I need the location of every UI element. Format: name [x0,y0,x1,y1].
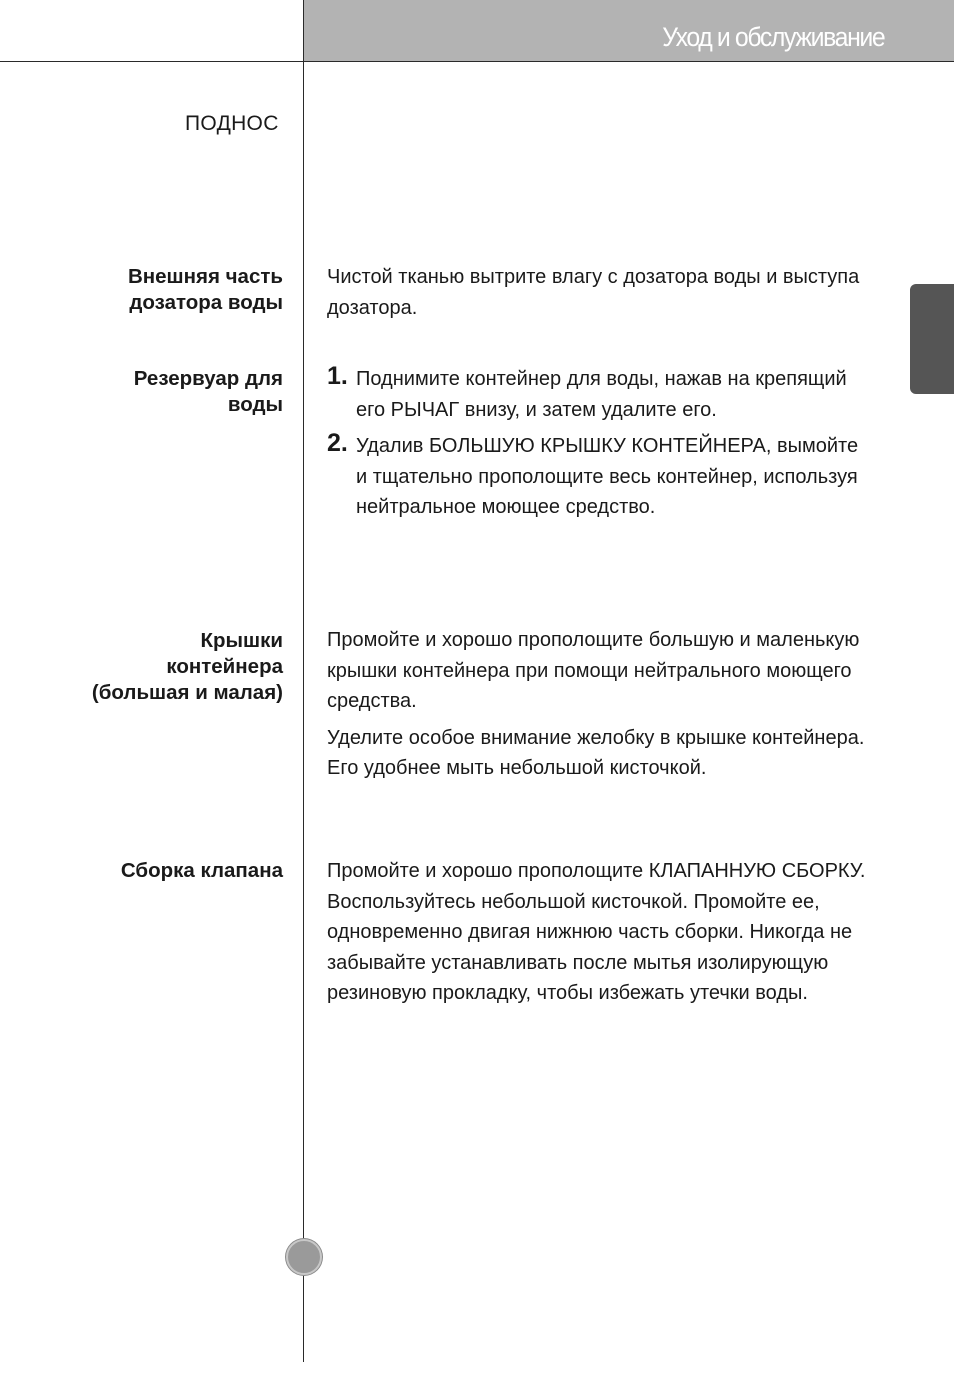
section-label-dispenser-exterior [23,264,283,316]
header-bar [304,0,954,61]
section-label-water-reservoir [23,366,283,418]
paragraph: Чистой тканью вытрите влагу с дозатора воды и выступа дозатора. [327,266,860,319]
section-label-valve-assembly [23,858,283,884]
section-text-valve-assembly [327,856,867,1009]
paragraph: Промойте и хорошо прополощите большую и маленькую крышки контейнера при помощи нейтрального моющего средства. [327,629,860,712]
paragraph: Промойте и хорошо прополощите КЛАПАННУЮ СБОРКУ. Воспользуйтесь небольшой кисточкой. Промойте ее, одновременно двигая нижнюю часть сборки. Никогда не забывайте устанавливать после мытья изолирующую резиновую прокладку, чтобы избежать утечки воды. [327,860,866,1004]
page-number-circle [286,1239,322,1275]
label-line: воды [227,393,283,416]
section-text-container-lids [327,625,867,784]
label-line: Резервуар для [133,367,283,390]
section-label-container-lids [23,628,283,706]
label-line: контейнера [166,655,283,678]
label-line: Крышки [200,629,283,652]
label-line: (большая и малая) [91,681,283,704]
step-text: Удалив БОЛЬШУЮ КРЫШКУ КОНТЕЙНЕРА, вымойте и тщательно прополощите весь контейнер, используя нейтральное моющее средство. [356,435,859,518]
label-line: дозатора воды [129,291,283,314]
section-text-water-reservoir [327,364,867,523]
step-text: Поднимите контейнер для воды, нажав на крепящий его РЫЧАГ внизу, и затем удалите его. [356,368,847,421]
step-item [327,431,867,523]
label-line: Внешняя часть [127,265,283,288]
language-tab-marker [910,284,954,394]
paragraph: Уделите особое внимание желобку в крышке контейнера. Его удобнее мыть небольшой кисточкой. [327,726,865,779]
step-item [327,364,867,425]
step-number: 1. [327,362,348,390]
tray-label: ПОДНОС [185,112,279,135]
section-text-dispenser-exterior [327,262,867,323]
column-divider [303,0,304,1362]
step-number: 2. [327,429,348,457]
header-divider [0,61,954,62]
label-line: Сборка клапана [120,859,283,882]
section-title: Уход и обслуживание [661,22,884,52]
